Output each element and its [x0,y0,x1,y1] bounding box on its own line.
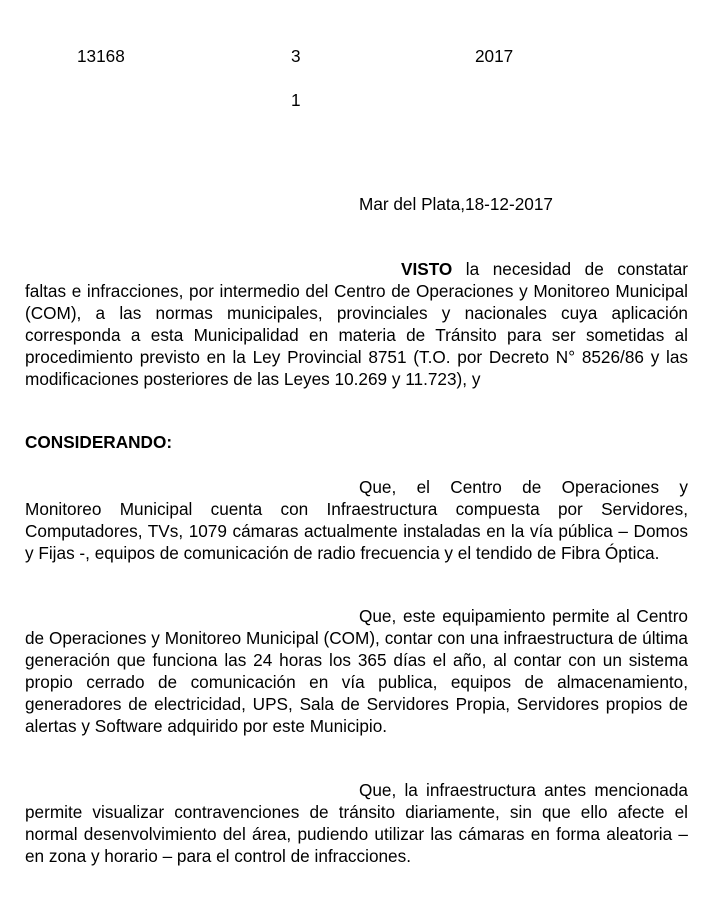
considerando-paragraph-2: Que, este equipamiento permite al Centro de Operaciones y Monitoreo Municipal (COM), contar con una infraestructura de última generación que funciona las 24 horas los 365 días el año, al contar con un sistema propio cerrado de comunicación en vía publica, equipos de almacenamiento, generadores de electricidad, UPS, Sala de Servidores Propia, Servidores propios de alertas y Software adquirido por este Municipio. [25,606,688,736]
sheet-number: 1 [291,90,301,110]
considerando-paragraph-1: Que, el Centro de Operaciones y Monitoreo Municipal cuenta con Infraestructura compuesta por Servidores, Computadores, TVs, 1079 cámaras actualmente instaladas en la vía pública – Domos y Fijas -, equipos de comunicación de radio frecuencia y el tendido de Fibra Óptica. [25,477,688,563]
visto-paragraph [25,258,688,390]
place-date: Mar del Plata,18-12-2017 [359,194,553,214]
considerando-heading: CONSIDERANDO: [25,432,173,452]
considerando-paragraph-3: Que, la infraestructura antes mencionada permite visualizar contravenciones de tránsito diariamente, sin que ello afecte el normal desenvolvimiento del área, pudiendo utilizar las cámaras en forma aleatoria – en zona y horario – para el control de infracciones. [25,780,688,866]
decree-year: 2017 [475,46,514,66]
visto-text: la necesidad de constatar faltas e infracciones, por intermedio del Centro de Operaciones y Monitoreo Municipal (COM), a las normas municipales, provinciales y nacionales cuya aplicación corresponda a esta Municipalidad en materia de Tránsito para ser sometidas al procedimiento previsto en la Ley Provincial 8751 (T.O. por Decreto N° 8526/86 y las modificaciones posteriores de las Leyes 10.269 y 11.723), y [25,259,688,389]
decree-number: 13168 [77,46,125,66]
section-number: 3 [291,46,301,66]
visto-keyword: VISTO [401,259,453,279]
